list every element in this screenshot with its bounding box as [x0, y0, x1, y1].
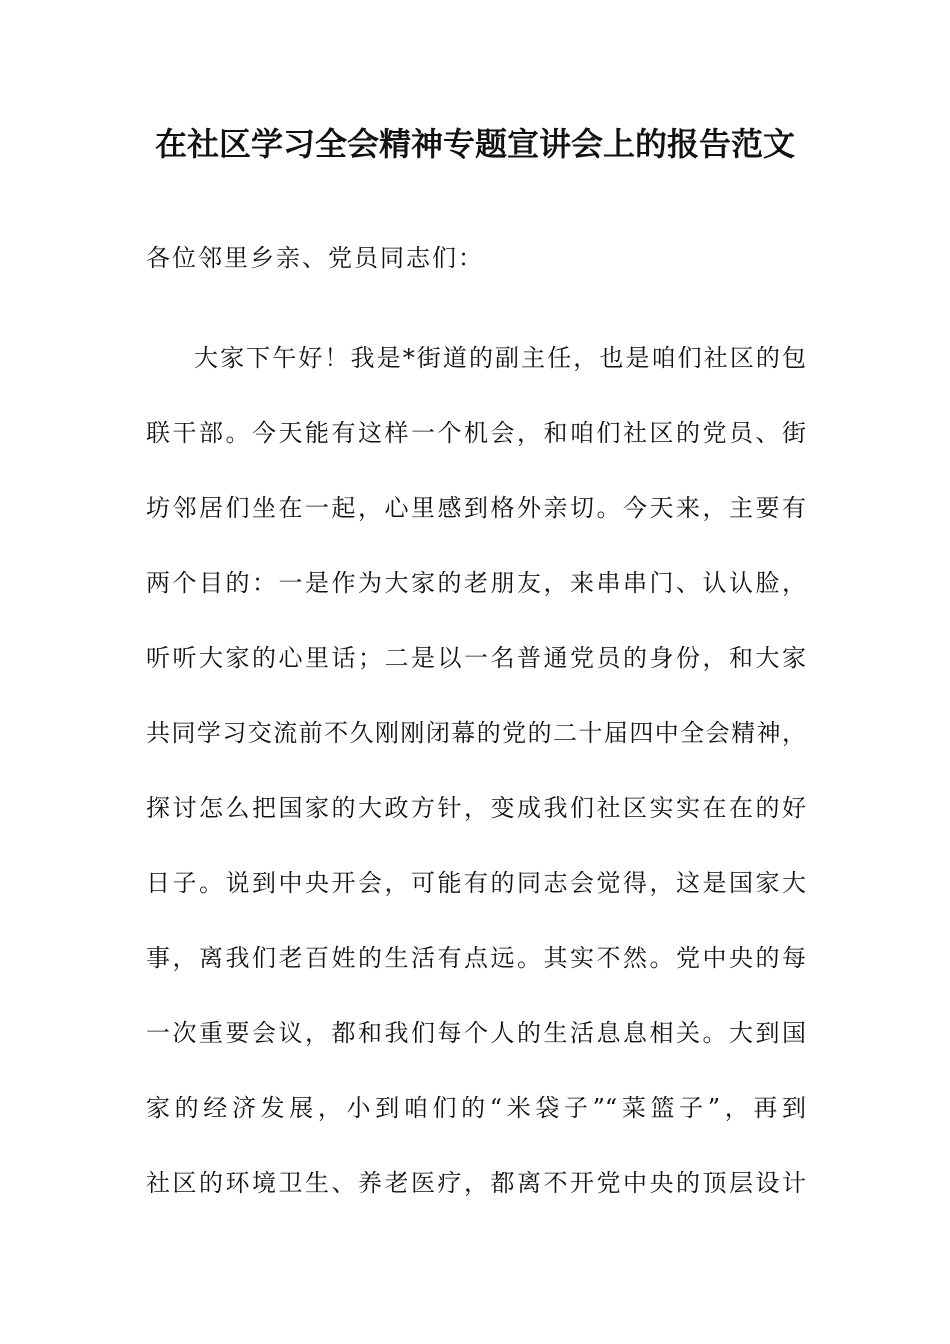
body-line-8: 日子。说到中央开会，可能有的同志会觉得，这是国家大 — [146, 869, 806, 897]
body-line-2: 联干部。今天能有这样一个机会，和咱们社区的党员、街 — [146, 419, 806, 447]
body-line-5: 听听大家的心里话；二是以一名普通党员的身份，和大家 — [146, 644, 806, 672]
body-line-12: 社区的环境卫生、养老医疗，都离不开党中央的顶层设计 — [146, 1169, 806, 1197]
salutation: 各位邻里乡亲、党员同志们： — [146, 244, 484, 272]
body-line-10: 一次重要会议，都和我们每个人的生活息息相关。大到国 — [146, 1019, 806, 1047]
body-line-6: 共同学习交流前不久刚刚闭幕的党的二十届四中全会精神， — [146, 719, 806, 747]
body-line-4: 两个目的：一是作为大家的老朋友，来串串门、认认脸， — [146, 569, 806, 597]
document-title: 在社区学习全会精神专题宣讲会上的报告范文 — [154, 125, 795, 163]
body-line-7: 探讨怎么把国家的大政方针，变成我们社区实实在在的好 — [146, 794, 806, 822]
body-line-3: 坊邻居们坐在一起，心里感到格外亲切。今天来，主要有 — [146, 494, 806, 522]
body-line-1: 大家下午好！我是*街道的副主任，也是咱们社区的包 — [194, 344, 806, 372]
body-line-9: 事，离我们老百姓的生活有点远。其实不然。党中央的每 — [146, 944, 806, 972]
body-line-11: 家的经济发展，小到咱们的“米袋子”“菜篮子”，再到 — [146, 1094, 806, 1122]
